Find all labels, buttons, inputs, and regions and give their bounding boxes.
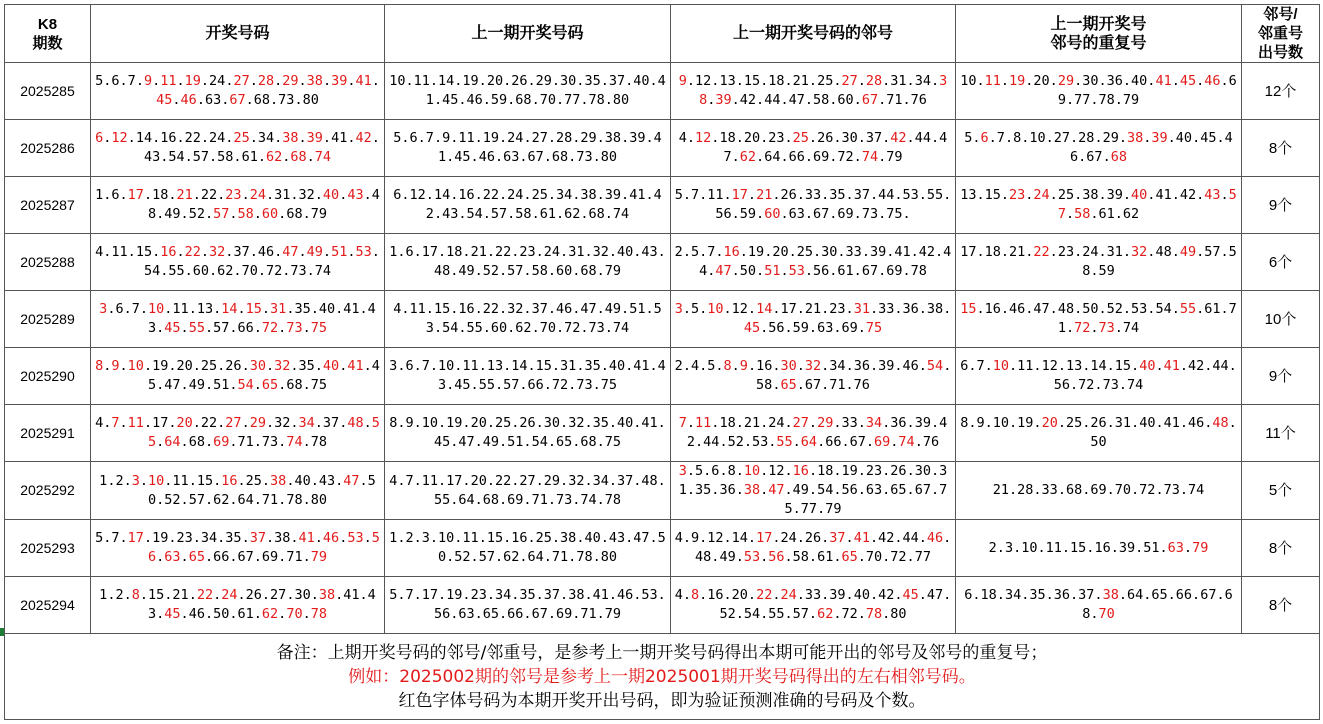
- draw-numbers-cell: 1.2.3.10.11.15.16.25.38.40.43.47.50.52.57.62.64.71.78.80: [91, 462, 385, 520]
- hit-number: 72: [1074, 320, 1091, 336]
- hit-number: 20: [1041, 415, 1058, 431]
- hit-number: 3: [678, 463, 687, 479]
- hit-number: 49: [306, 244, 323, 260]
- hit-count-cell: 9个: [1242, 177, 1320, 234]
- hit-number: 16: [221, 472, 238, 489]
- hit-number: 45: [164, 606, 181, 622]
- hit-number: 65: [841, 549, 858, 565]
- hit-number: 39: [715, 92, 732, 108]
- table-row: [5, 120, 1320, 177]
- hit-number: 48: [347, 415, 364, 431]
- hit-number: 65: [188, 549, 205, 565]
- hit-number: 67: [229, 92, 246, 108]
- hit-number: 38: [282, 130, 299, 146]
- hit-number: 45: [164, 320, 181, 336]
- hit-number: 16: [723, 244, 740, 260]
- hit-number: 43: [347, 187, 364, 203]
- prev-draw-numbers-cell: 1.2.3.10.11.15.16.25.38.40.43.47.50.52.57.62.64.71.78.80: [385, 520, 671, 577]
- hit-number: 32: [209, 244, 226, 260]
- hit-number: 27: [841, 73, 858, 89]
- hit-number: 38: [1126, 130, 1144, 146]
- hit-number: 38: [270, 472, 287, 489]
- header-prev-repeat: 上一期开奖号 邻号的重复号: [956, 5, 1242, 63]
- hit-number: 51: [331, 244, 348, 260]
- hit-number: 53: [347, 530, 364, 546]
- hit-number: 31: [853, 301, 870, 317]
- hit-number: 29: [817, 415, 834, 431]
- repeat-numbers-cell: 21.28.33.68.69.70.72.73.74: [956, 462, 1242, 520]
- prev-draw-numbers-cell: 1.6.17.18.21.22.23.24.31.32.40.43.48.49.52.57.58.60.68.79: [385, 234, 671, 291]
- hit-number: 9: [739, 358, 748, 374]
- period-cell: 2025288: [5, 234, 91, 291]
- table-row: [5, 291, 1320, 348]
- hit-number: 73: [1098, 320, 1115, 336]
- table-row: [5, 520, 1320, 577]
- hit-number: 45: [156, 92, 173, 108]
- hit-number: 17: [127, 187, 144, 203]
- neighbor-numbers-cell: 9.12.13.15.18.21.25.27.28.31.34.38.39.42.44.47.58.60.67.71.76: [671, 63, 956, 120]
- hit-number: 37: [249, 530, 266, 546]
- table-row: [5, 234, 1320, 291]
- hit-number: 70: [1098, 606, 1115, 622]
- hit-number: 34: [865, 415, 883, 431]
- hit-number: 57: [213, 206, 230, 222]
- neighbor-numbers-cell: 4.8.16.20.22.24.33.39.40.42.45.47.52.54.55.57.62.72.78.80: [671, 577, 956, 634]
- hit-number: 51: [764, 263, 781, 279]
- hit-number: 56: [148, 530, 380, 565]
- hit-number: 43: [1204, 187, 1221, 203]
- repeat-numbers-cell: 17.18.21.22.23.24.31.32.48.49.57.58.59: [956, 234, 1242, 291]
- hit-number: 42: [890, 130, 907, 146]
- hit-number: 27: [792, 415, 809, 431]
- draw-numbers-cell: 1.2.8.15.21.22.24.26.27.30.38.41.43.45.46.50.61.62.70.78: [91, 577, 385, 634]
- hit-number: 55: [776, 434, 793, 450]
- neighbor-numbers-cell: 5.7.11.17.21.26.33.35.37.44.53.55.56.59.60.63.67.69.73.75.: [671, 177, 956, 234]
- hit-number: 22: [756, 587, 773, 603]
- hit-number: 46: [322, 530, 340, 546]
- header-prev-draw: 上一期开奖号码: [385, 5, 671, 63]
- hit-number: 10: [707, 301, 724, 317]
- period-cell: 2025292: [5, 462, 91, 520]
- hit-number: 8: [690, 587, 700, 603]
- hit-number: 3: [131, 472, 140, 489]
- hit-number: 41: [347, 358, 364, 374]
- hit-number: 29: [282, 73, 299, 89]
- hit-number: 9: [678, 73, 687, 89]
- note-line-2-example: 例如：2025002期的邻号是参考上一期2025001期开奖号码得出的左右相邻号码。: [348, 666, 976, 687]
- hit-number: 14: [221, 301, 238, 317]
- hit-number: 45: [902, 587, 919, 603]
- hit-number: 12: [695, 130, 712, 146]
- hit-number: 68: [290, 149, 307, 165]
- hit-number: 22: [184, 244, 201, 260]
- prev-draw-numbers-cell: 3.6.7.10.11.13.14.15.31.35.40.41.43.45.55.57.66.72.73.75: [385, 348, 671, 405]
- prev-draw-numbers-cell: 5.7.17.19.23.34.35.37.38.41.46.53.56.63.65.66.67.69.71.79: [385, 577, 671, 634]
- hit-number: 49: [1179, 244, 1197, 260]
- hit-count-cell: 12个: [1242, 63, 1320, 120]
- prev-draw-numbers-cell: 8.9.10.19.20.25.26.30.32.35.40.41.45.47.49.51.54.65.68.75: [385, 405, 671, 462]
- hit-number: 32: [804, 358, 822, 374]
- hit-number: 41: [298, 530, 315, 546]
- draw-numbers-cell: 4.7.11.17.20.22.27.29.32.34.37.48.55.64.68.69.71.73.74.78: [91, 405, 385, 462]
- hit-number: 27: [225, 415, 242, 431]
- hit-number: 40: [322, 187, 340, 203]
- hit-number: 25: [233, 130, 250, 146]
- hit-number: 48: [1212, 415, 1229, 431]
- hit-number: 75: [310, 320, 327, 336]
- hit-number: 57: [1057, 187, 1237, 222]
- hit-number: 55: [148, 415, 380, 450]
- hit-number: 23: [1009, 187, 1026, 203]
- hit-number: 78: [310, 606, 327, 622]
- hit-number: 41: [355, 73, 372, 89]
- prev-draw-numbers-cell: 5.6.7.9.11.19.24.27.28.29.38.39.41.45.46.63.67.68.73.80: [385, 120, 671, 177]
- table-row: [5, 348, 1320, 405]
- table-row: [5, 63, 1320, 120]
- hit-number: 31: [270, 301, 287, 317]
- hit-number: 38: [318, 587, 336, 603]
- hit-number: 24: [221, 587, 238, 603]
- header-draw: 开奖号码: [91, 5, 385, 63]
- draw-numbers-cell: 3.6.7.10.11.13.14.15.31.35.40.41.43.45.55.57.66.72.73.75: [91, 291, 385, 348]
- repeat-numbers-cell: 8.9.10.19.20.25.26.31.40.41.46.48.50: [956, 405, 1242, 462]
- hit-number: 24: [780, 587, 797, 603]
- hit-number: 10: [743, 463, 761, 479]
- cell-marker: [0, 628, 4, 636]
- hit-number: 74: [861, 149, 879, 165]
- hit-number: 37: [829, 530, 846, 546]
- hit-number: 3: [99, 301, 108, 317]
- repeat-numbers-cell: 15.16.46.47.48.50.52.53.54.55.61.71.72.73.74: [956, 291, 1242, 348]
- hit-number: 69: [874, 434, 891, 450]
- hit-number: 47: [343, 472, 360, 489]
- hit-number: 29: [1057, 73, 1075, 89]
- hit-number: 22: [196, 587, 214, 603]
- hit-number: 79: [310, 549, 327, 565]
- neighbor-numbers-cell: 3.5.10.12.14.17.21.23.31.33.36.38.45.56.59.63.69.75: [671, 291, 956, 348]
- hit-number: 56: [768, 549, 785, 565]
- hit-count-cell: 8个: [1242, 577, 1320, 634]
- hit-number: 11: [160, 73, 177, 89]
- hit-number: 6: [95, 130, 104, 146]
- hit-number: 24: [249, 187, 266, 203]
- hit-number: 46: [926, 530, 944, 546]
- hit-number: 62: [261, 606, 279, 622]
- hit-number: 68: [1110, 149, 1127, 165]
- hit-count-cell: 11个: [1242, 405, 1320, 462]
- hit-number: 7: [111, 415, 120, 431]
- hit-number: 60: [764, 206, 781, 222]
- hit-number: 10: [992, 358, 1010, 374]
- draw-numbers-cell: 8.9.10.19.20.25.26.30.32.35.40.41.45.47.49.51.54.65.68.75: [91, 348, 385, 405]
- hit-number: 11: [127, 415, 144, 431]
- hit-number: 39: [306, 130, 323, 146]
- hit-number: 65: [780, 377, 797, 393]
- draw-numbers-cell: 6.12.14.16.22.24.25.34.38.39.41.42.43.54.57.58.61.62.68.74: [91, 120, 385, 177]
- hit-number: 62: [739, 149, 757, 165]
- hit-number: 40: [1139, 358, 1156, 374]
- header-period: K8 期数: [5, 5, 91, 63]
- hit-number: 40: [1131, 187, 1148, 203]
- draw-numbers-cell: 5.6.7.9.11.19.24.27.28.29.38.39.41.45.46.63.67.68.73.80: [91, 63, 385, 120]
- hit-number: 11: [984, 73, 1001, 89]
- hit-number: 25: [792, 130, 809, 146]
- hit-number: 60: [261, 206, 279, 222]
- hit-number: 21: [756, 187, 773, 203]
- hit-number: 38: [306, 73, 323, 89]
- hit-number: 54: [926, 358, 944, 374]
- neighbor-numbers-cell: 4.9.12.14.17.24.26.37.41.42.44.46.48.49.53.56.58.61.65.70.72.77: [671, 520, 956, 577]
- hit-number: 40: [322, 358, 340, 374]
- hit-number: 78: [865, 606, 883, 622]
- hit-count-cell: 8个: [1242, 520, 1320, 577]
- hit-number: 28: [865, 73, 883, 89]
- draw-numbers-cell: 1.6.17.18.21.22.23.24.31.32.40.43.48.49.52.57.58.60.68.79: [91, 177, 385, 234]
- hit-number: 22: [1033, 244, 1050, 260]
- prev-draw-numbers-cell: 4.7.11.17.20.22.27.29.32.34.37.48.55.64.68.69.71.73.74.78: [385, 462, 671, 520]
- hit-number: 30: [249, 358, 266, 374]
- hit-number: 41: [1163, 358, 1180, 374]
- hit-number: 19: [184, 73, 201, 89]
- hit-number: 45: [1179, 73, 1197, 89]
- hit-count-cell: 6个: [1242, 234, 1320, 291]
- hit-number: 30: [780, 358, 797, 374]
- repeat-numbers-cell: 2.3.10.11.15.16.39.51.63.79: [956, 520, 1242, 577]
- prev-draw-numbers-cell: 4.11.15.16.22.32.37.46.47.49.51.53.54.55.60.62.70.72.73.74: [385, 291, 671, 348]
- hit-number: 32: [1131, 244, 1148, 260]
- hit-number: 10: [148, 301, 165, 317]
- table-row: [5, 462, 1320, 520]
- hit-number: 19: [1009, 73, 1026, 89]
- hit-number: 41: [1155, 73, 1172, 89]
- hit-number: 39: [1151, 130, 1168, 146]
- hit-number: 8: [95, 358, 104, 374]
- hit-number: 62: [817, 606, 834, 622]
- table-row: [5, 405, 1320, 462]
- hit-number: 24: [1033, 187, 1050, 203]
- prev-draw-numbers-cell: 10.11.14.19.20.26.29.30.35.37.40.41.45.46.59.68.70.77.78.80: [385, 63, 671, 120]
- hit-number: 38: [699, 73, 948, 108]
- hit-number: 47: [282, 244, 299, 260]
- hit-number: 67: [861, 92, 879, 108]
- hit-number: 62: [265, 149, 283, 165]
- hit-number: 74: [898, 434, 915, 450]
- repeat-numbers-cell: 6.7.10.11.12.13.14.15.40.41.42.44.56.72.73.74: [956, 348, 1242, 405]
- hit-number: 63: [164, 549, 181, 565]
- hit-number: 53: [788, 263, 805, 279]
- hit-count-cell: 10个: [1242, 291, 1320, 348]
- hit-number: 47: [715, 263, 732, 279]
- hit-number: 23: [225, 187, 242, 203]
- hit-number: 17: [731, 187, 748, 203]
- period-cell: 2025287: [5, 177, 91, 234]
- header-hit-count: 邻号/ 邻重号 出号数: [1242, 5, 1320, 63]
- hit-number: 46: [1204, 73, 1221, 89]
- header-prev-neighbors: 上一期开奖号码的邻号: [671, 5, 956, 63]
- draw-numbers-cell: 5.7.17.19.23.34.35.37.38.41.46.53.56.63.65.66.67.69.71.79: [91, 520, 385, 577]
- table-row: [5, 177, 1320, 234]
- hit-number: 10: [148, 472, 165, 489]
- notes-row: [5, 634, 1320, 720]
- hit-count-cell: 5个: [1242, 462, 1320, 520]
- hit-number: 9: [111, 358, 120, 374]
- neighbor-numbers-cell: 2.5.7.16.19.20.25.30.33.39.41.42.44.47.50.51.53.56.61.67.69.78: [671, 234, 956, 291]
- hit-number: 41: [853, 530, 870, 546]
- hit-number: 14: [756, 301, 773, 317]
- hit-number: 8: [723, 358, 732, 374]
- note-line-3: 红色字体号码为本期开奖开出号码，即为验证预测准确的号码及个数。: [398, 690, 926, 711]
- period-cell: 2025290: [5, 348, 91, 405]
- table-row: [5, 577, 1320, 634]
- hit-number: 75: [865, 320, 883, 336]
- hit-number: 63: [1167, 539, 1184, 556]
- hit-number: 15: [245, 301, 262, 317]
- period-cell: 2025294: [5, 577, 91, 634]
- neighbor-numbers-cell: 7.11.18.21.24.27.29.33.34.36.39.42.44.52.53.55.64.66.67.69.74.76: [671, 405, 956, 462]
- repeat-numbers-cell: 5.6.7.8.10.27.28.29.38.39.40.45.46.67.68: [956, 120, 1242, 177]
- lottery-neighbor-table: [4, 4, 1320, 720]
- hit-number: 6: [980, 130, 989, 146]
- hit-number: 70: [286, 606, 303, 622]
- hit-number: 16: [792, 463, 809, 479]
- hit-number: 3: [674, 301, 683, 317]
- hit-number: 12: [111, 130, 128, 146]
- hit-number: 74: [286, 434, 303, 450]
- hit-number: 72: [261, 320, 279, 336]
- neighbor-numbers-cell: 3.5.6.8.10.12.16.18.19.23.26.30.31.35.36.38.47.49.54.56.63.65.67.75.77.79: [671, 462, 956, 520]
- neighbor-numbers-cell: 4.12.18.20.23.25.26.30.37.42.44.47.62.64.66.69.72.74.79: [671, 120, 956, 177]
- hit-number: 69: [213, 434, 230, 450]
- hit-number: 74: [314, 149, 332, 165]
- repeat-numbers-cell: 13.15.23.24.25.38.39.40.41.42.43.57.58.61.62: [956, 177, 1242, 234]
- hit-number: 79: [1192, 539, 1209, 556]
- hit-number: 54: [237, 377, 254, 393]
- hit-number: 38: [1102, 587, 1119, 603]
- hit-number: 65: [261, 377, 279, 393]
- notes-cell: [5, 634, 1320, 720]
- header-row: [5, 5, 1320, 63]
- hit-number: 29: [249, 415, 266, 431]
- hit-number: 16: [160, 244, 177, 260]
- period-cell: 2025291: [5, 405, 91, 462]
- hit-number: 28: [257, 73, 275, 89]
- hit-number: 10: [127, 358, 144, 374]
- hit-number: 53: [743, 549, 761, 565]
- note-line-1: 备注：上期开奖号码的邻号/邻重号，是参考上一期开奖号码得出本期可能开出的邻号及邻号的重复号；: [276, 642, 1048, 663]
- neighbor-numbers-cell: 2.4.5.8.9.16.30.32.34.36.39.46.54.58.65.67.71.76: [671, 348, 956, 405]
- hit-count-cell: 8个: [1242, 120, 1320, 177]
- prev-draw-numbers-cell: 6.12.14.16.22.24.25.34.38.39.41.42.43.54.57.58.61.62.68.74: [385, 177, 671, 234]
- hit-number: 55: [188, 320, 205, 336]
- hit-number: 47: [768, 482, 785, 498]
- period-cell: 2025289: [5, 291, 91, 348]
- hit-number: 7: [678, 415, 687, 431]
- hit-number: 15: [960, 301, 977, 317]
- period-cell: 2025293: [5, 520, 91, 577]
- hit-number: 9: [143, 73, 153, 89]
- hit-number: 32: [274, 358, 291, 374]
- period-cell: 2025286: [5, 120, 91, 177]
- repeat-numbers-cell: 10.11.19.20.29.30.36.40.41.45.46.69.77.78.79: [956, 63, 1242, 120]
- hit-number: 46: [180, 92, 197, 108]
- period-cell: 2025285: [5, 63, 91, 120]
- hit-number: 27: [233, 73, 250, 89]
- hit-number: 64: [800, 434, 818, 450]
- hit-number: 45: [743, 320, 761, 336]
- hit-number: 17: [756, 530, 773, 546]
- hit-number: 64: [164, 434, 181, 450]
- hit-number: 8: [131, 587, 140, 603]
- hit-number: 11: [695, 415, 712, 431]
- hit-number: 55: [1179, 301, 1197, 317]
- hit-number: 38: [743, 482, 761, 498]
- hit-number: 34: [298, 415, 315, 431]
- hit-number: 20: [176, 415, 193, 431]
- draw-numbers-cell: 4.11.15.16.22.32.37.46.47.49.51.53.54.55.60.62.70.72.73.74: [91, 234, 385, 291]
- hit-number: 17: [127, 530, 144, 546]
- hit-number: 58: [1074, 206, 1091, 222]
- hit-number: 42: [355, 130, 372, 146]
- repeat-numbers-cell: 6.18.34.35.36.37.38.64.65.66.67.68.70: [956, 577, 1242, 634]
- hit-number: 39: [331, 73, 348, 89]
- hit-number: 73: [286, 320, 303, 336]
- hit-number: 58: [237, 206, 254, 222]
- hit-count-cell: 9个: [1242, 348, 1320, 405]
- hit-number: 21: [176, 187, 193, 203]
- hit-number: 53: [355, 244, 372, 260]
